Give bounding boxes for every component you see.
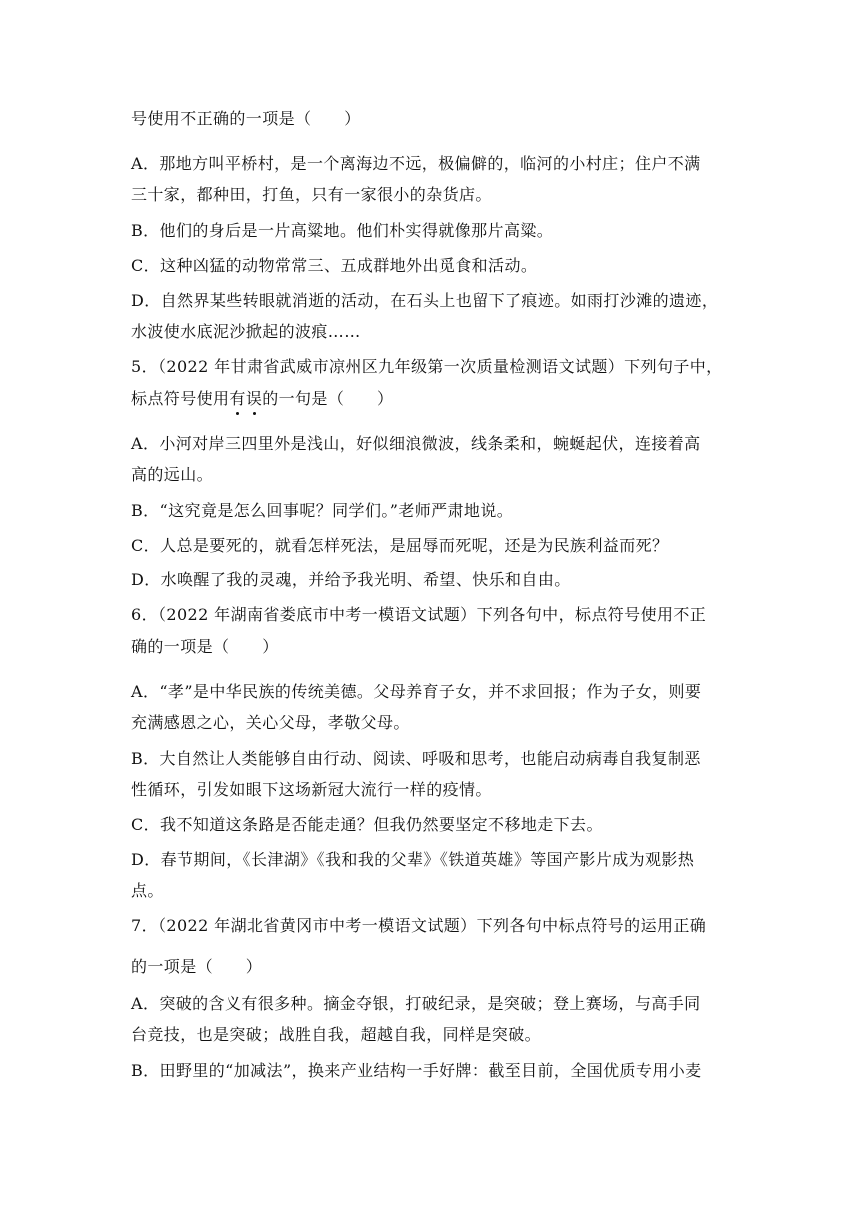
- question-7-option-b-line-1: B．田野里的“加减法”，换来产业结构一手好牌：截至目前，全国优质专用小麦: [131, 1061, 702, 1080]
- emphasis-dot-character-2: 误: [245, 389, 263, 408]
- question-6-option-d-line-2: 点。: [131, 881, 164, 900]
- question-5-option-a-line-1: A．小河对岸三四里外是浅山，好似细浪微波，线条柔和，蜿蜒起伏，连接着高: [131, 434, 701, 453]
- question-5-option-c: C．人总是要死的，就看怎样死法，是屈辱而死呢，还是为民族利益而死？: [131, 536, 669, 555]
- question-4-option-c: C．这种凶猛的动物常常三、五成群地外出觅食和活动。: [131, 256, 538, 275]
- question-5-option-d: D．水唤醒了我的灵魂，并给予我光明、希望、快乐和自由。: [131, 570, 571, 589]
- question-7-option-a-line-1: A．突破的含义有很多种。摘金夺银，打破纪录，是突破；登上赛场，与高手同: [131, 994, 701, 1013]
- question-5-stem-after: 的一句是（ ）: [262, 389, 394, 408]
- question-5-stem-line-1: 5．（2022 年甘肃省武威市凉州区九年级第一次质量检测语文试题）下列句子中，: [131, 357, 723, 376]
- question-7-option-a-line-2: 台竞技，也是突破；战胜自我，超越自我，同样是突破。: [131, 1025, 542, 1044]
- question-4-stem-continued: 号使用不正确的一项是（ ）: [131, 109, 361, 128]
- question-4-option-a-line-2: 三十家，都种田，打鱼，只有一家很小的杂货店。: [131, 185, 492, 204]
- question-6-option-a-line-1: A．“孝”是中华民族的传统美德。父母养育子女，并不求回报；作为子女，则要: [131, 682, 702, 701]
- question-7-stem-line-2: 的一项是（ ）: [131, 957, 263, 976]
- question-6-stem-line-1: 6．（2022 年湖南省娄底市中考一模语文试题）下列各句中，标点符号使用不正: [131, 605, 707, 624]
- question-5-option-a-line-2: 高的远山。: [131, 465, 214, 484]
- question-6-option-a-line-2: 充满感恩之心，关心父母，孝敬父母。: [131, 713, 410, 732]
- question-6-option-b-line-1: B．大自然让人类能够自由行动、阅读、呼吸和思考，也能启动病毒自我复制恶: [131, 749, 701, 768]
- question-4-option-b: B．他们的身后是一片高粱地。他们朴实得就像那片高粱。: [131, 221, 554, 240]
- question-6-option-d-line-1: D．春节期间，《长津湖》《我和我的父辈》《铁道英雄》等国产影片成为观影热: [131, 850, 695, 869]
- question-5-stem-before: 标点符号使用: [131, 389, 230, 408]
- question-6-stem-line-2: 确的一项是（ ）: [131, 637, 279, 656]
- emphasis-dot-character-1: 有: [229, 389, 246, 408]
- question-6-option-b-line-2: 性循环，引发如眼下这场新冠大流行一样的疫情。: [131, 780, 492, 799]
- question-5-option-b: B．“这究竟是怎么回事呢？同学们。”老师严肃地说。: [131, 501, 514, 520]
- question-7-stem-line-1: 7．（2022 年湖北省黄冈市中考一模语文试题）下列各句中标点符号的运用正确: [131, 916, 707, 935]
- question-4-option-a-line-1: A．那地方叫平桥村，是一个离海边不远，极偏僻的，临河的小村庄；住户不满: [131, 154, 701, 173]
- question-4-option-d-line-2: 水波使水底泥沙掀起的波痕……: [131, 322, 361, 341]
- question-4-option-d-line-1: D．自然界某些转眼就消逝的活动，在石头上也留下了痕迹。如雨打沙滩的遗迹，: [131, 291, 719, 310]
- question-5-stem-line-2: [131, 389, 741, 409]
- question-6-option-c: C．我不知道这条路是否能走通？但我仍然要坚定不移地走下去。: [131, 815, 603, 834]
